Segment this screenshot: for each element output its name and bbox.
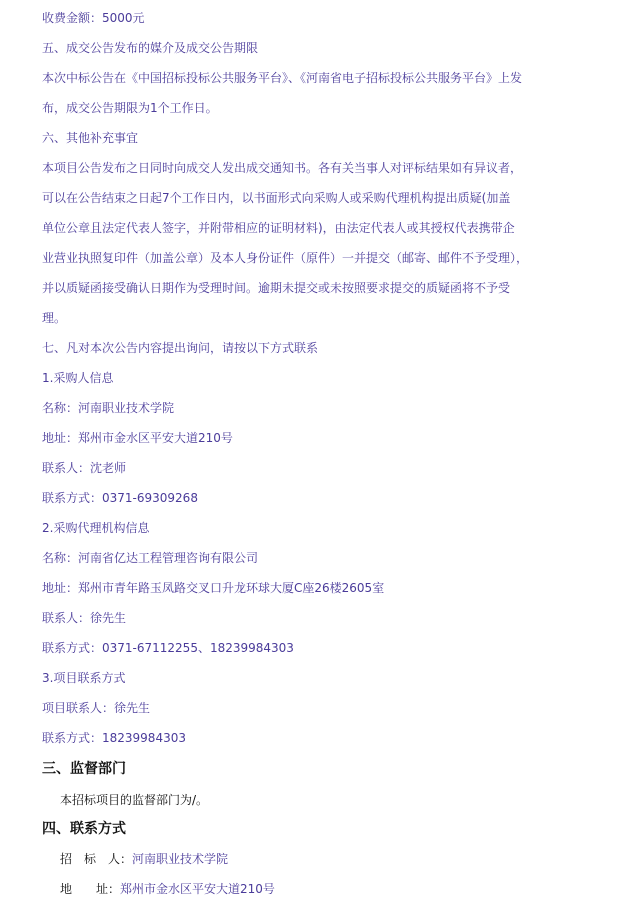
project-contact-phone: 联系方式：18239984303 xyxy=(42,731,186,745)
purchaser-info-title: 1.采购人信息 xyxy=(42,371,114,385)
agency-name: 名称：河南省亿达工程管理咨询有限公司 xyxy=(42,551,259,565)
announcement-media-text: 本次中标公告在《中国招标投标公共服务平台》、《河南省电子招标投标公共服务平台》上发 xyxy=(42,71,523,85)
section-seven-title: 七、凡对本次公告内容提出询问，请按以下方式联系 xyxy=(42,341,319,355)
purchaser-contact-person: 联系人：沈老师 xyxy=(42,461,127,475)
project-contact-title: 3.项目联系方式 xyxy=(42,671,126,685)
supplement-paragraph-line-2: 可以在公告结束之日起7个工作日内，以书面形式向采购人或采购代理机构提出质疑(加盖 xyxy=(42,191,511,205)
supplement-paragraph-line-6: 理。 xyxy=(42,311,67,325)
section-three-heading: 三、监督部门 xyxy=(42,761,126,777)
tenderer-value: 河南职业技术学院 xyxy=(132,852,229,866)
address-value: 郑州市金水区平安大道210号 xyxy=(120,882,275,896)
address-label: 地 址： xyxy=(60,882,121,896)
agency-phone: 联系方式：0371-67112255、18239984303 xyxy=(42,641,294,655)
tenderer-label: 招 标 人： xyxy=(60,852,133,866)
purchaser-address: 地址：郑州市金水区平安大道210号 xyxy=(42,431,233,445)
supplement-paragraph-line-3: 单位公章且法定代表人签字，并附带相应的证明材料)，由法定代表人或其授权代表携带企 xyxy=(42,221,515,235)
supplement-paragraph-line-5: 并以质疑函接受确认日期作为受理时间。逾期未提交或未按照要求提交的质疑函将不予受 xyxy=(42,281,511,295)
agency-contact-person: 联系人：徐先生 xyxy=(42,611,127,625)
agency-address: 地址：郑州市青年路玉凤路交叉口升龙环球大厦C座26楼2605室 xyxy=(42,581,385,595)
section-four-heading: 四、联系方式 xyxy=(42,821,126,837)
project-contact-person: 项目联系人：徐先生 xyxy=(42,701,151,715)
fee-amount-line: 收费金额：5000元 xyxy=(42,11,145,25)
agency-info-title: 2.采购代理机构信息 xyxy=(42,521,150,535)
purchaser-name: 名称：河南职业技术学院 xyxy=(42,401,175,415)
supervision-department-text: 本招标项目的监督部门为/。 xyxy=(60,793,209,807)
section-six-title: 六、其他补充事宜 xyxy=(42,131,139,145)
supplement-paragraph-line-4: 业营业执照复印件（加盖公章）及本人身份证件（原件）一并提交（邮寄、邮件不予受理）， xyxy=(42,251,529,265)
announcement-media-text-cont: 布，成交公告期限为1个工作日。 xyxy=(42,101,218,115)
purchaser-phone: 联系方式：0371-69309268 xyxy=(42,491,198,505)
address-line xyxy=(60,881,613,897)
section-five-title: 五、成交公告发布的媒介及成交公告期限 xyxy=(42,41,259,55)
supplement-paragraph-line-1: 本项目公告发布之日同时向成交人发出成交通知书。各有关当事人对评标结果如有异议者， xyxy=(42,161,523,175)
tenderer-line xyxy=(60,851,613,867)
